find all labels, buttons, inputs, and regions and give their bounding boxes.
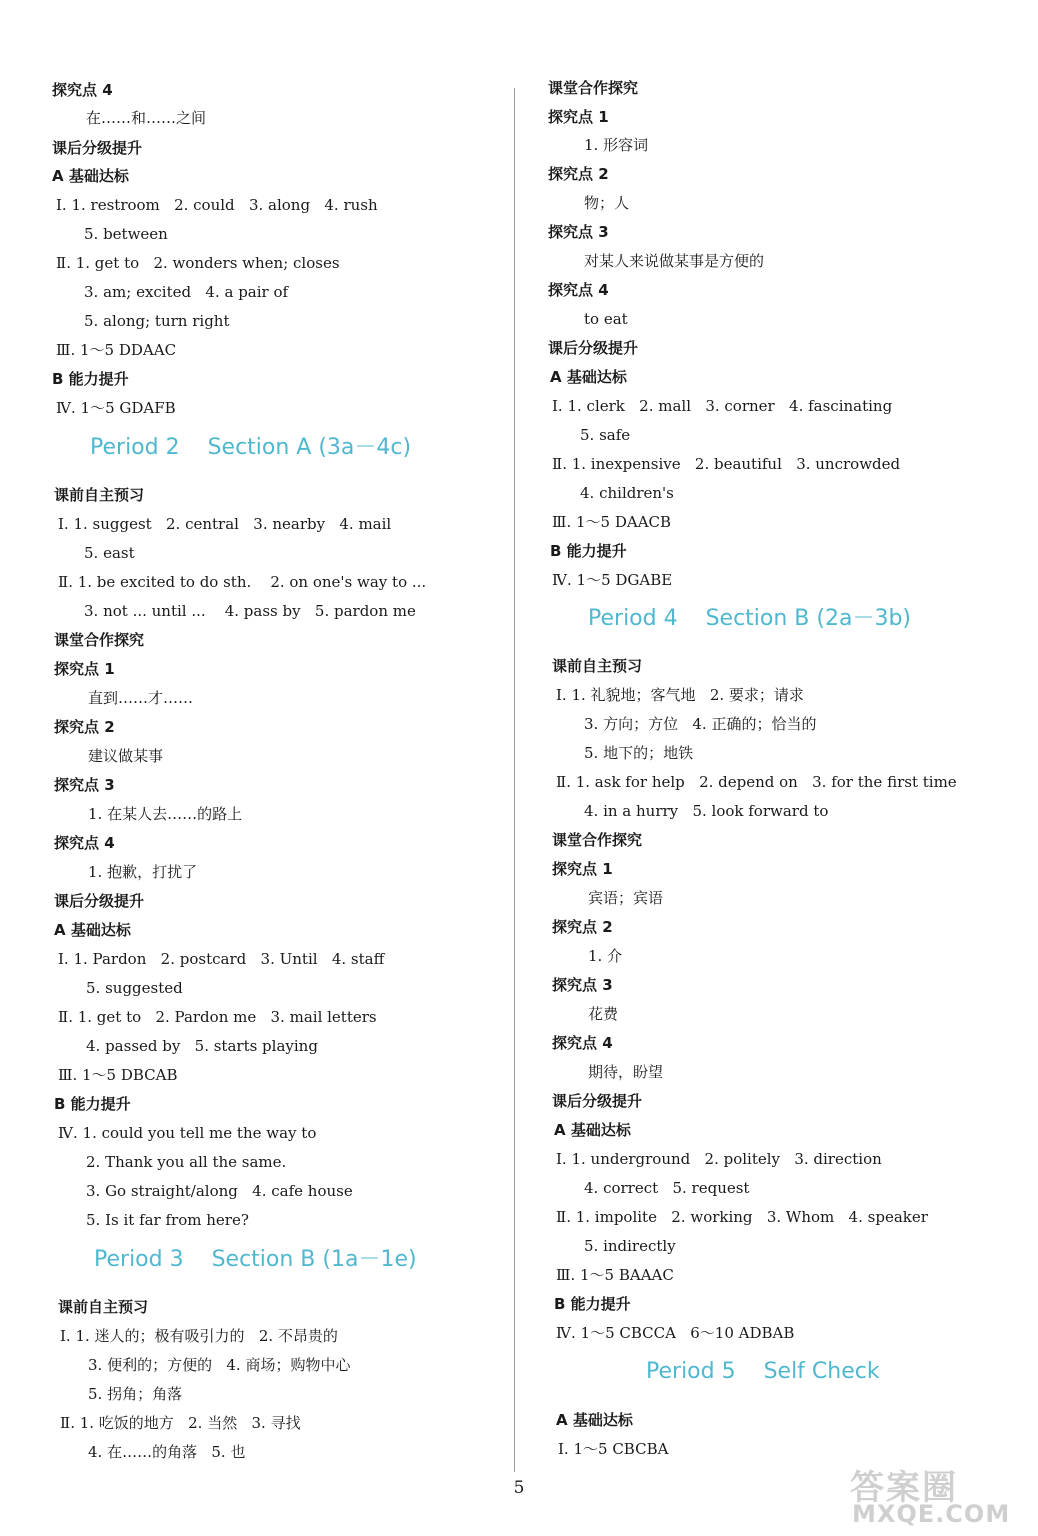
section-heading: 探究点 2: [552, 918, 613, 936]
answer-line: 5. safe: [580, 426, 631, 444]
answer-line: 3. 便利的；方便的 4. 商场；购物中心: [88, 1356, 351, 1374]
section-heading: 探究点 1: [54, 660, 115, 678]
section-heading: 探究点 2: [548, 165, 609, 183]
answer-line: Ⅰ. 1. restroom 2. could 3. along 4. rush: [56, 196, 378, 214]
answer-line: Ⅳ. 1～5 CBCCA 6～10 ADBAB: [556, 1324, 795, 1342]
section-heading: 探究点 3: [548, 223, 609, 241]
answer-line: 5. along; turn right: [84, 312, 230, 330]
watermark-text-top: 答案圈: [850, 1468, 958, 1508]
answer-line: Ⅰ. 1. 迷人的；极有吸引力的 2. 不昂贵的: [60, 1327, 338, 1345]
section-heading: 课后分级提升: [548, 339, 639, 357]
answer-line: 花费: [588, 1005, 619, 1023]
section-heading: 课后分级提升: [54, 892, 145, 910]
section-heading: 探究点 1: [552, 860, 613, 878]
column-divider: [514, 88, 515, 1472]
answer-line: 4. correct 5. request: [584, 1179, 750, 1197]
answer-line: 5. 拐角；角落: [88, 1385, 183, 1403]
watermark-text-bottom: MXQE.COM: [852, 1500, 1011, 1528]
period-title: Period 4 Section B (2a－3b): [588, 606, 911, 631]
answer-line: 3. 方向；方位 4. 正确的；恰当的: [584, 715, 817, 733]
answer-line: 2. Thank you all the same.: [86, 1153, 287, 1171]
answer-line: 3. am; excited 4. a pair of: [84, 283, 289, 301]
answer-line: Ⅲ. 1～5 DBCAB: [58, 1066, 178, 1084]
section-heading: A 基础达标: [54, 921, 131, 939]
answer-line: Ⅱ. 1. impolite 2. working 3. Whom 4. speaker: [556, 1208, 928, 1226]
answer-line: 直到……才……: [88, 689, 194, 707]
answer-line: Ⅰ. 1. clerk 2. mall 3. corner 4. fascinating: [552, 397, 893, 415]
answer-line: Ⅲ. 1～5 BAAAC: [556, 1266, 674, 1284]
answer-line: 5. Is it far from here?: [86, 1211, 249, 1229]
section-heading: 探究点 2: [54, 718, 115, 736]
section-heading: A 基础达标: [52, 167, 129, 185]
answer-line: Ⅱ. 1. be excited to do sth. 2. on one's way to ...: [58, 573, 427, 591]
section-heading: 探究点 3: [54, 776, 115, 794]
answer-line: 1. 介: [588, 947, 623, 965]
answer-line: 物；人: [584, 194, 630, 212]
answer-line: 在……和……之间: [86, 109, 207, 127]
section-heading: 课前自主预习: [54, 486, 145, 504]
section-heading: 探究点 4: [552, 1034, 613, 1052]
section-heading: 探究点 4: [52, 81, 113, 99]
answer-line: 5. 地下的；地铁: [584, 744, 694, 762]
section-heading: 探究点 1: [548, 108, 609, 126]
answer-line: 3. not ... until ... 4. pass by 5. pardon me: [84, 602, 416, 620]
section-heading: A 基础达标: [550, 368, 627, 386]
answer-line: Ⅳ. 1. could you tell me the way to: [58, 1124, 317, 1142]
period-title: Period 3 Section B (1a－1e): [94, 1247, 417, 1272]
answer-line: 期待，盼望: [588, 1063, 664, 1081]
answer-line: Ⅱ. 1. get to 2. wonders when; closes: [56, 254, 340, 272]
answer-line: 5. indirectly: [584, 1237, 676, 1255]
answer-line: 4. 在……的角落 5. 也: [88, 1443, 246, 1461]
answer-line: Ⅰ. 1. 礼貌地；客气地 2. 要求；请求: [556, 686, 804, 704]
answer-line: Ⅰ. 1. suggest 2. central 3. nearby 4. mail: [58, 515, 392, 533]
section-heading: 课堂合作探究: [548, 79, 639, 97]
answer-line: 4. in a hurry 5. look forward to: [584, 802, 829, 820]
section-heading: B 能力提升: [554, 1295, 631, 1313]
answer-line: Ⅰ. 1. underground 2. politely 3. direction: [556, 1150, 882, 1168]
page-number: 5: [513, 1478, 525, 1498]
section-heading: B 能力提升: [52, 370, 129, 388]
section-heading: B 能力提升: [550, 542, 627, 560]
section-heading: B 能力提升: [54, 1095, 131, 1113]
answer-line: Ⅰ. 1～5 CBCBA: [558, 1440, 669, 1458]
answer-line: Ⅱ. 1. ask for help 2. depend on 3. for the first time: [556, 773, 957, 791]
section-heading: A 基础达标: [556, 1411, 633, 1429]
answer-line: Ⅱ. 1. inexpensive 2. beautiful 3. uncrowded: [552, 455, 901, 473]
section-heading: A 基础达标: [554, 1121, 631, 1139]
answer-line: to eat: [584, 310, 628, 328]
section-heading: 课前自主预习: [552, 657, 643, 675]
answer-line: 建议做某事: [88, 747, 164, 765]
answer-line: 4. passed by 5. starts playing: [86, 1037, 318, 1055]
section-heading: 探究点 4: [548, 281, 609, 299]
answer-line: Ⅱ. 1. get to 2. Pardon me 3. mail letters: [58, 1008, 377, 1026]
section-heading: 探究点 4: [54, 834, 115, 852]
section-heading: 课堂合作探究: [54, 631, 145, 649]
answer-line: 5. suggested: [86, 979, 183, 997]
period-title: Period 5 Self Check: [646, 1359, 880, 1384]
answer-line: Ⅲ. 1～5 DDAAC: [56, 341, 177, 359]
answer-line: 宾语；宾语: [588, 889, 664, 907]
period-title: Period 2 Section A (3a－4c): [90, 435, 412, 460]
section-heading: 探究点 3: [552, 976, 613, 994]
answer-line: 1. 在某人去……的路上: [88, 805, 243, 823]
answer-line: 对某人来说做某事是方便的: [584, 252, 765, 270]
answer-line: 1. 形容词: [584, 136, 649, 154]
answer-line: Ⅳ. 1～5 GDAFB: [56, 399, 176, 417]
answer-line: Ⅳ. 1～5 DGABE: [552, 571, 673, 589]
answer-line: 3. Go straight/along 4. cafe house: [86, 1182, 353, 1200]
answer-line: 5. between: [84, 225, 168, 243]
section-heading: 课后分级提升: [552, 1092, 643, 1110]
answer-line: Ⅰ. 1. Pardon 2. postcard 3. Until 4. staff: [58, 950, 385, 968]
section-heading: 课堂合作探究: [552, 831, 643, 849]
section-heading: 课后分级提升: [52, 139, 143, 157]
answer-line: 4. children's: [580, 484, 674, 502]
answer-line: Ⅱ. 1. 吃饭的地方 2. 当然 3. 寻找: [60, 1414, 301, 1432]
answer-line: Ⅲ. 1～5 DAACB: [552, 513, 672, 531]
section-heading: 课前自主预习: [58, 1298, 149, 1316]
answer-line: 1. 抱歉，打扰了: [88, 863, 198, 881]
answer-line: 5. east: [84, 544, 135, 562]
watermark-logo: [846, 1460, 1032, 1532]
